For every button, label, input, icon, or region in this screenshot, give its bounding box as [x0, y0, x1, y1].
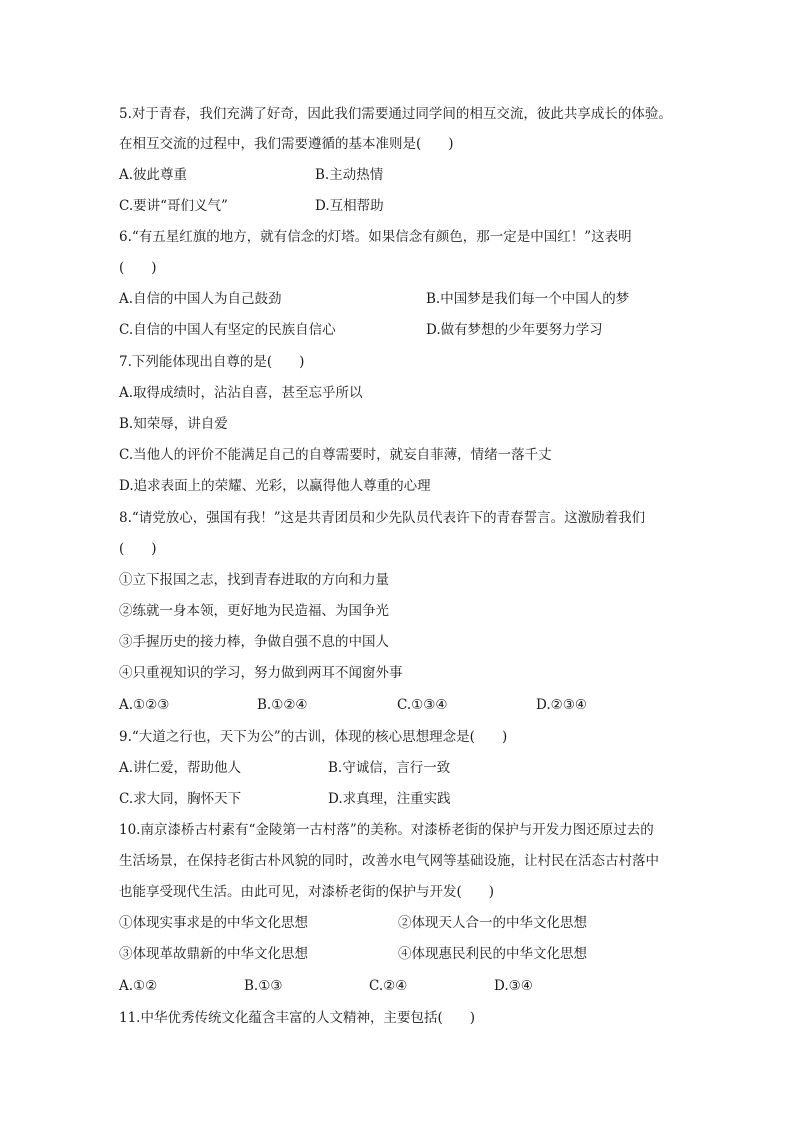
q10-option-b: B.①③ [244, 978, 283, 994]
q8-stem-line2: ( ) [119, 541, 157, 557]
q11-stem: 11.中华优秀传统文化蕴含丰富的人文精神，主要包括( ) [119, 1010, 476, 1026]
q7-option-b: B.知荣辱，讲自爱 [119, 416, 228, 432]
q10-option-d: D.③④ [494, 978, 533, 994]
q6-option-a: A.自信的中国人为自己鼓劲 [119, 291, 282, 307]
q8-statement-2: ②练就一身本领，更好地为民造福、为国争光 [119, 603, 389, 619]
q6-stem-line1: 6.“有五星红旗的地方，就有信念的灯塔。如果信念有颜色，那一定是中国红！”这表明 [119, 229, 632, 245]
q7-option-c: C.当他人的评价不能满足自己的自尊需要时，就妄自菲薄，情绪一落千丈 [119, 447, 552, 463]
q10-statement-2: ②体现天人合一的中华文化思想 [398, 915, 587, 931]
q5-option-b: B.主动热情 [315, 167, 384, 183]
q10-stem-line3: 也能享受现代生活。由此可见，对漆桥老街的保护与开发( ) [119, 884, 495, 900]
q10-option-c: C.②④ [369, 978, 408, 994]
q5-option-a: A.彼此尊重 [119, 167, 188, 183]
q7-stem: 7.下列能体现出自尊的是( ) [119, 354, 305, 370]
q10-option-a: A.①② [119, 978, 158, 994]
q7-option-d: D.追求表面上的荣耀、光彩，以赢得他人尊重的心理 [119, 478, 431, 494]
q5-option-c: C.要讲“哥们义气” [119, 198, 228, 214]
q9-option-d: D.求真理，注重实践 [328, 791, 451, 807]
q8-statement-1: ①立下报国之志，找到青春进取的方向和力量 [119, 572, 389, 588]
q9-option-b: B.守诚信，言行一致 [328, 760, 451, 776]
q10-statement-1: ①体现实事求是的中华文化思想 [119, 915, 308, 931]
q10-statement-4: ④体现惠民利民的中华文化思想 [398, 946, 587, 962]
q8-statement-3: ③手握历史的接力棒，争做自强不息的中国人 [119, 634, 389, 650]
q10-statement-3: ③体现革故鼎新的中华文化思想 [119, 946, 308, 962]
q9-option-a: A.讲仁爱，帮助他人 [119, 760, 242, 776]
q10-stem-line1: 10.南京漆桥古村素有“金陵第一古村落”的美称。对漆桥老街的保护与开发力图还原过去的 [119, 822, 654, 838]
q6-stem-line2: ( ) [119, 260, 157, 276]
q7-option-a: A.取得成绩时，沾沾自喜，甚至忘乎所以 [119, 385, 363, 401]
q8-option-c: C.①③④ [397, 697, 448, 713]
q6-option-b: B.中国梦是我们每一个中国人的梦 [426, 291, 630, 307]
q6-option-d: D.做有梦想的少年要努力学习 [426, 322, 603, 338]
q8-statement-4: ④只重视知识的学习，努力做到两耳不闻窗外事 [119, 665, 403, 681]
q8-option-d: D.②③④ [536, 697, 587, 713]
q5-stem-line2: 在相互交流的过程中，我们需要遵循的基本准则是( ) [119, 136, 454, 152]
q8-option-b: B.①②④ [257, 697, 308, 713]
q9-stem: 9.“大道之行也，天下为公”的古训，体现的核心思想理念是( ) [119, 729, 508, 745]
q8-option-a: A.①②③ [119, 697, 170, 713]
q10-stem-line2: 生活场景，在保持老街古朴风貌的同时，改善水电气网等基础设施，让村民在活态古村落中 [119, 853, 659, 869]
q5-stem-line1: 5.对于青春，我们充满了好奇，因此我们需要通过同学间的相互交流，彼此共享成长的体验。 [119, 106, 672, 122]
q6-option-c: C.自信的中国人有坚定的民族自信心 [119, 322, 336, 338]
q8-stem-line1: 8.“请党放心，强国有我！”这是共青团员和少先队员代表许下的青春誓言。这激励着我们 [119, 510, 646, 526]
q5-option-d: D.互相帮助 [315, 198, 384, 214]
q9-option-c: C.求大同，胸怀天下 [119, 791, 242, 807]
